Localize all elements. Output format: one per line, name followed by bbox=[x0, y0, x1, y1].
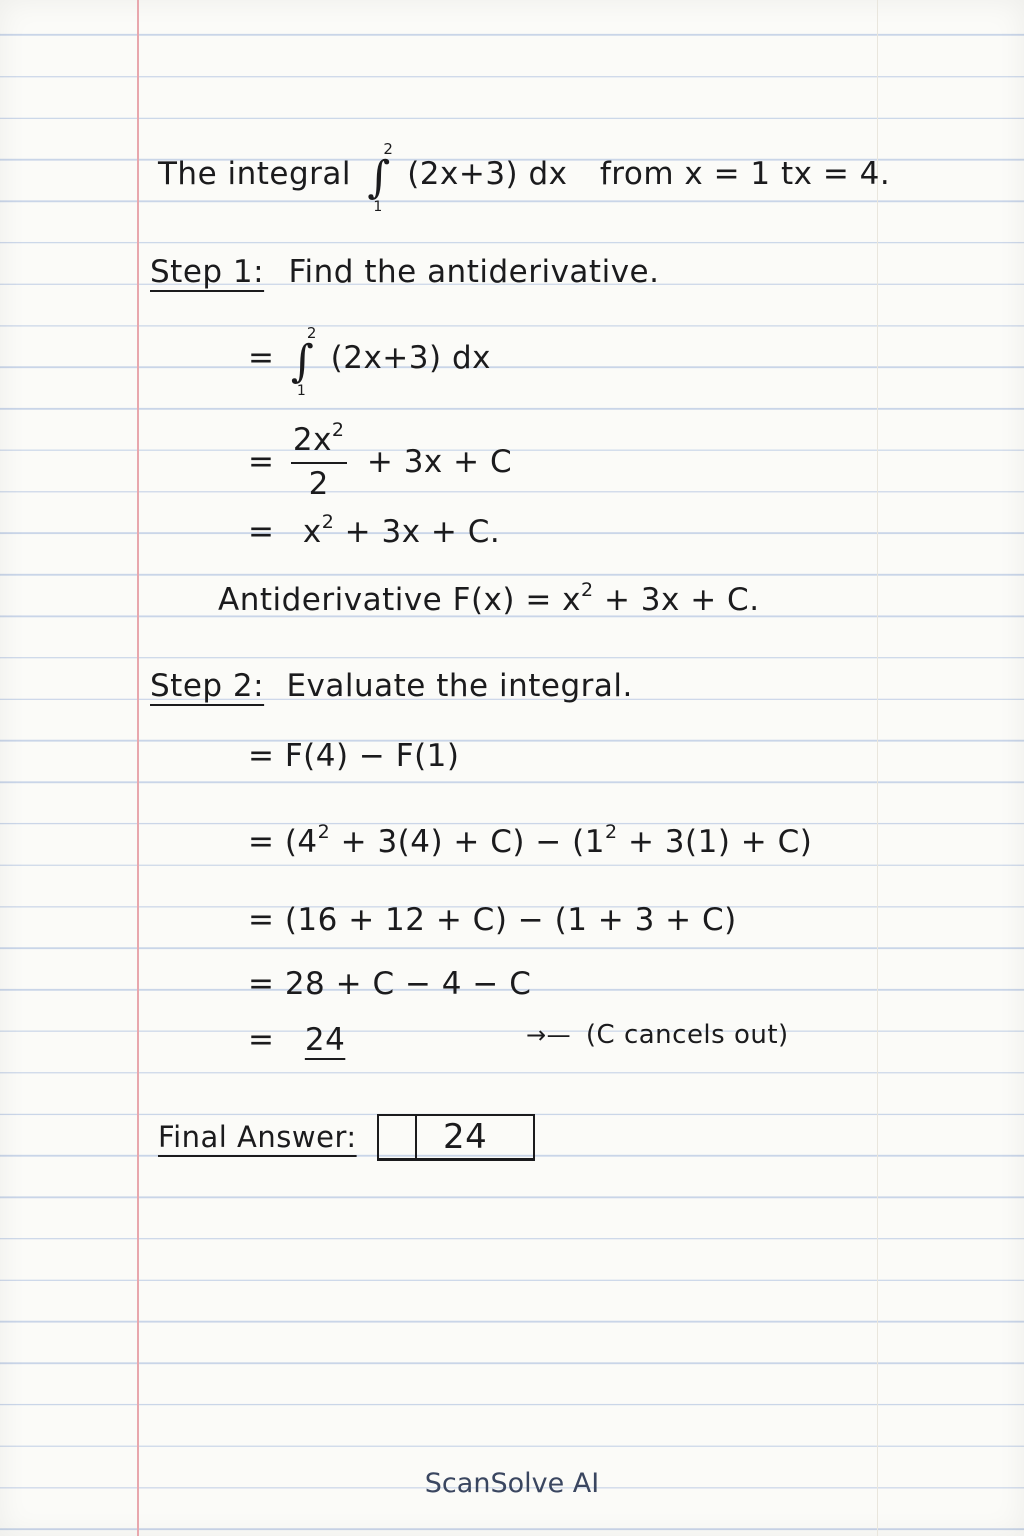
fraction bbox=[291, 419, 347, 502]
equals-sign: = bbox=[248, 1022, 275, 1058]
step2-line1: = F(4) − F(1) bbox=[248, 738, 460, 774]
cancel-note-text: (C cancels out) bbox=[585, 1020, 789, 1050]
answer-box-square bbox=[379, 1116, 417, 1158]
step1-label: Step 1: bbox=[150, 254, 265, 290]
integral-lower-limit: 1 bbox=[296, 383, 307, 399]
equals-sign: = bbox=[248, 340, 275, 376]
exponent: 2 bbox=[317, 821, 331, 843]
step2-label: Step 2: bbox=[150, 668, 265, 704]
numerator-base: 2x bbox=[292, 422, 332, 458]
step1-line1-integrand: (2x+3) dx bbox=[330, 340, 491, 376]
integral-sign: ∫ 2 1 bbox=[367, 140, 394, 215]
step2-result: 24 bbox=[304, 1022, 346, 1058]
problem-lead: The integral bbox=[158, 156, 352, 192]
final-answer-label-text: Final Answer: bbox=[158, 1120, 357, 1154]
integral-upper-limit: 2 bbox=[306, 324, 317, 342]
integral-upper-limit: 2 bbox=[383, 140, 394, 158]
numerator-exponent: 2 bbox=[331, 419, 345, 441]
fraction-numerator bbox=[291, 419, 347, 464]
step1-line2 bbox=[248, 419, 513, 502]
step1-line3-rest: + 3x + C. bbox=[344, 514, 501, 550]
fraction-denominator: 2 bbox=[308, 466, 329, 502]
final-answer-value: 24 bbox=[443, 1117, 488, 1157]
step2-line2 bbox=[248, 821, 813, 860]
step2-line3: = (16 + 12 + C) − (1 + 3 + C) bbox=[248, 902, 737, 938]
footer-brand: ScanSolve AI bbox=[424, 1468, 600, 1499]
edge-line bbox=[877, 0, 878, 1536]
step1-line3-exponent: 2 bbox=[321, 511, 335, 533]
equals-sign: = bbox=[248, 444, 275, 480]
final-answer-box bbox=[377, 1114, 535, 1161]
problem-statement bbox=[158, 140, 891, 215]
step2-line4: = 28 + C − 4 − C bbox=[248, 966, 532, 1002]
step1-line3 bbox=[248, 511, 501, 550]
antideriv-lead: Antiderivative F(x) = x bbox=[218, 582, 582, 618]
step2-line2-b: + 3(4) + C) − (1 bbox=[340, 824, 605, 860]
equals-sign: = bbox=[248, 514, 275, 550]
step1-heading bbox=[150, 254, 659, 290]
step2-line2-a: = (4 bbox=[248, 824, 318, 860]
problem-range: from x = 1 tx = 4. bbox=[599, 156, 891, 192]
step1-line2-rest: + 3x + C bbox=[366, 444, 513, 480]
antideriv-exponent: 2 bbox=[581, 579, 594, 601]
step1-text: Find the antiderivative. bbox=[288, 254, 660, 290]
arrow-icon: →— bbox=[526, 1021, 572, 1049]
integral-sign: ∫ 2 1 bbox=[290, 324, 317, 399]
step2-heading bbox=[150, 668, 633, 704]
antiderivative-result bbox=[218, 579, 760, 618]
step2-line5 bbox=[248, 1022, 345, 1058]
exponent: 2 bbox=[605, 821, 618, 843]
final-answer-label bbox=[158, 1120, 357, 1154]
step2-line2-c: + 3(1) + C) bbox=[627, 824, 813, 860]
step1-line1 bbox=[248, 324, 491, 399]
margin-line bbox=[137, 0, 139, 1536]
cancel-note bbox=[526, 1020, 789, 1050]
step1-line3-base: x bbox=[302, 514, 322, 550]
problem-integrand: (2x+3) dx bbox=[407, 156, 568, 192]
antideriv-rest: + 3x + C. bbox=[603, 582, 760, 618]
integral-lower-limit: 1 bbox=[373, 199, 383, 215]
step2-text: Evaluate the integral. bbox=[286, 668, 633, 704]
